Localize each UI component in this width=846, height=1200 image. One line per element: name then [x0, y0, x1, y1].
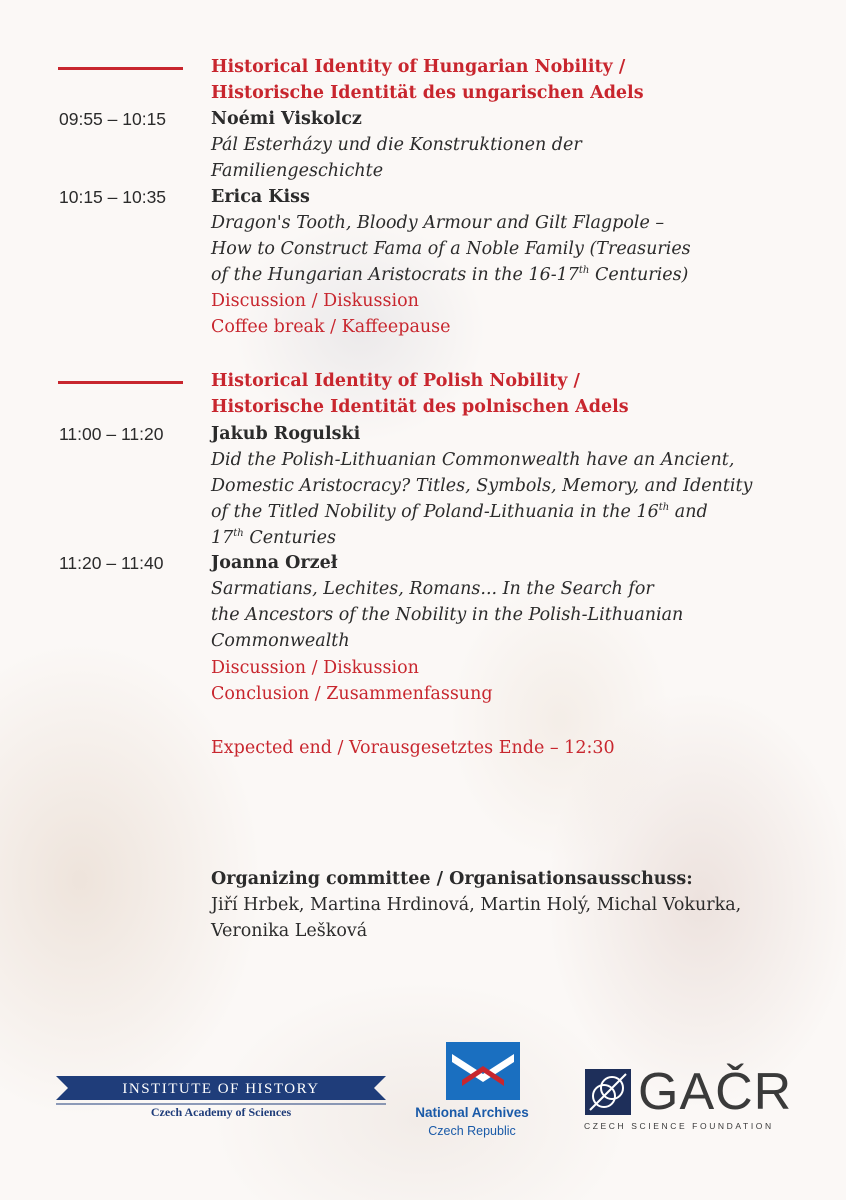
session-note: Coffee break / Kaffeepause [211, 317, 451, 337]
title-text: of the Hungarian Aristocrats in the 16-17 [211, 265, 579, 285]
talk-time: 09:55 – 10:15 [59, 109, 167, 129]
national-archives-emblem [404, 1040, 540, 1102]
talk-title-line: Sarmatians, Lechites, Romans... In the Search for [211, 579, 654, 599]
talk-time: 10:15 – 10:35 [59, 187, 167, 207]
talk-title-line: How to Construct Fama of a Noble Family (Treasuries [211, 239, 691, 259]
title-text: 17 [211, 528, 234, 548]
institute-of-history-logo [56, 1074, 386, 1144]
talk-title-line [211, 262, 688, 288]
session-note: Conclusion / Zusammenfassung [211, 684, 493, 704]
title-text: of the Titled Nobility of Poland-Lithuania in the 16 [211, 502, 659, 522]
talk-title-line [211, 499, 708, 525]
talk-speaker: Erica Kiss [211, 187, 310, 207]
talk-time: 11:20 – 11:40 [59, 553, 164, 573]
talk-title-line: Commonwealth [211, 631, 350, 651]
title-text: and [669, 502, 708, 522]
ordinal-suffix: th [233, 528, 244, 540]
expected-end: Expected end / Vorausgesetztes Ende – 12:30 [211, 738, 615, 758]
archives-subtitle: Czech Republic [428, 1124, 516, 1138]
committee-members: Veronika Lešková [211, 921, 368, 941]
section-heading-en: Historical Identity of Polish Nobility / [211, 371, 580, 391]
section-heading-de: Historische Identität des ungarischen Adels [211, 83, 644, 103]
talk-speaker: Noémi Viskolcz [211, 109, 362, 129]
section-heading-en: Historical Identity of Hungarian Nobility / [211, 57, 626, 77]
section-divider [58, 67, 183, 70]
gacr-subtitle: CZECH SCIENCE FOUNDATION [584, 1121, 774, 1131]
gacr-name: GAČR [638, 1063, 793, 1121]
gacr-logo [582, 1064, 794, 1134]
talk-title-line: Familiengeschichte [211, 161, 384, 181]
national-archives-logo [404, 1040, 540, 1146]
gacr-emblem [584, 1068, 632, 1116]
session-note: Discussion / Diskussion [211, 658, 419, 678]
talk-title-line: Domestic Aristocracy? Titles, Symbols, Memory, and Identity [211, 476, 753, 496]
talk-time: 11:00 – 11:20 [59, 424, 164, 444]
talk-title-line [211, 525, 336, 551]
institute-name: INSTITUTE OF HISTORY [122, 1081, 320, 1097]
session-note: Discussion / Diskussion [211, 291, 419, 311]
title-text: Centuries [243, 528, 336, 548]
section-heading-de: Historische Identität des polnischen Adels [211, 397, 629, 417]
institute-subtitle: Czech Academy of Sciences [150, 1105, 292, 1119]
talk-title-line: Dragon's Tooth, Bloody Armour and Gilt Flagpole – [211, 213, 665, 233]
talk-speaker: Jakub Rogulski [211, 424, 361, 444]
ordinal-suffix: th [578, 265, 590, 277]
talk-title-line: the Ancestors of the Nobility in the Polish-Lithuanian [211, 605, 684, 625]
title-text: Centuries) [589, 265, 689, 285]
committee-members: Jiří Hrbek, Martina Hrdinová, Martin Holý, Michal Vokurka, [211, 895, 742, 915]
talk-title-line: Pál Esterházy und die Konstruktionen der [211, 135, 582, 155]
talk-speaker: Joanna Orzeł [211, 553, 338, 573]
talk-title-line: Did the Polish-Lithuanian Commonwealth have an Ancient, [211, 450, 735, 470]
ordinal-suffix: th [658, 502, 670, 514]
committee-heading: Organizing committee / Organisationsausschuss: [211, 869, 693, 889]
archives-name: National Archives [415, 1105, 529, 1120]
section-divider [58, 381, 183, 384]
